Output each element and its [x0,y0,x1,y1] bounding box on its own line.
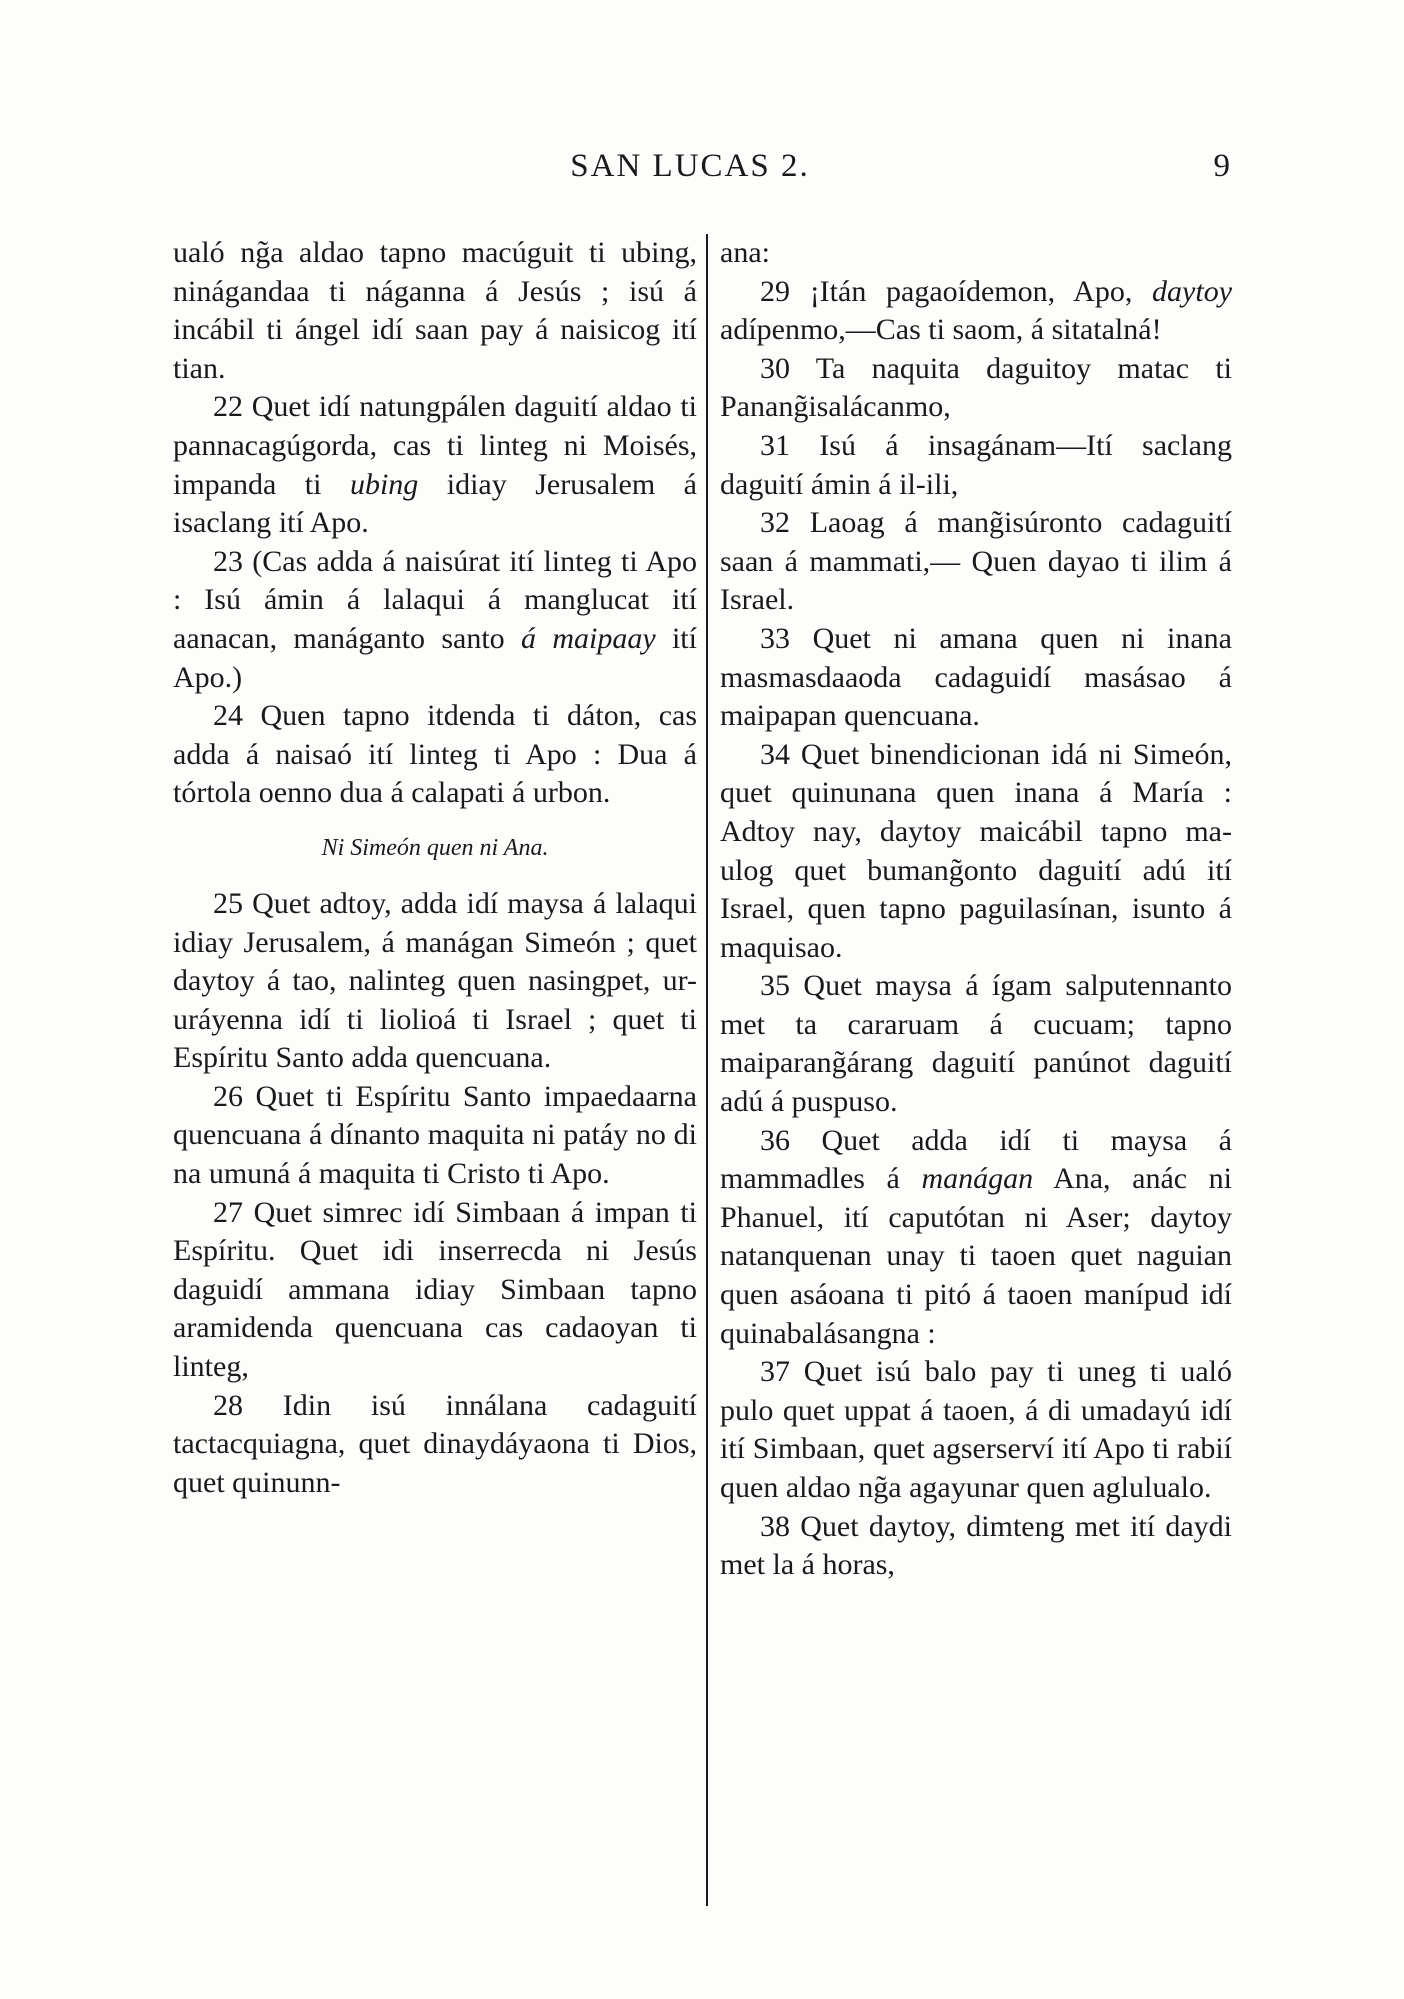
italic-word: manágan [921,1162,1034,1196]
verse-22: 22 Quet idí natungpálen daguití aldao ti pannacagúgorda, cas ti linteg ni Moisés, impanda ti ubing idiay Jerusalem á isaclang ití Apo. [173,390,697,540]
verse-29: 29 ¡Itán pagaoídemon, Apo, daytoy adípenmo,—Cas ti saom, á sitatalná! [720,274,1233,347]
verse-37: 37 Quet isú balo pay ti uneg ti ualó pulo quet uppat á taoen, á di umadayú idí ití Simbaan, quet agserserví ití Apo ti rabií quen aldao ng̃a agayunar quen aglulualo. [720,1355,1232,1504]
verse-35: 35 Quet maysa á ígam salputennanto met ta cararuam á cucuam; tapno maiparang̃árang daguití panúnot daguití adú á puspuso. [720,969,1232,1119]
running-title: SAN LUCAS 2. [570,148,810,184]
verse-26: 26 Quet ti Espíritu Santo impaedaarna quencuana á dínanto maquita ni patáy no di na umuná á maquita ti Cristo ti Apo. [173,1079,697,1191]
verse-30: 30 Ta naquita daguitoy matac ti Panang̃isalácanmo, [720,351,1232,424]
verse-24: 24 Quen tapno itdenda ti dáton, cas adda á naisaó ití linteg ti Apo : Dua á tórtola oenno dua á calapati á urbon. [173,699,697,810]
verse-32: 32 Laoag á mang̃isúronto cadaguití saan á mammati,— Quen dayao ti ilim á Israel. [720,506,1232,617]
italic-word: ubing [349,467,419,501]
paragraph-continuation: ualó ng̃a aldao tapno macúguit ti ubing, ninágandaa ti náganna á Jesús ; isú á incábil ti ángel idí saan pay á naisicog ití tian. [173,236,697,385]
paragraph-continuation: ana: [720,236,770,269]
left-column [173,234,697,1502]
italic-word: daytoy [1152,274,1233,308]
page-header [150,148,1230,198]
verse-34: 34 Quet binendicionan idá ni Simeón, quet quinunana quen inana á María : Adtoy nay, daytoy maicábil tapno ma-ulog quet bumang̃onto daguití adú ití Israel, quen tapno paguilasínan, isunto á maquisao. [720,737,1232,964]
italic-phrase: á maipaay [521,621,656,655]
verse-27: 27 Quet simrec idí Simbaan á impan ti Espíritu. Quet idi inserrecda ni Jesús daguidí ammana idiay Simbaan tapno aramidenda quencuana cas cadaoyan ti linteg, [173,1195,697,1384]
verse-23: 23 (Cas adda á naisúrat ití linteg ti Apo : Isú ámin á lalaqui á manglucat ití aanacan, manáganto santo á maipaay ití Apo.) [173,544,697,694]
verse-25: 25 Quet adtoy, adda idí maysa á lalaqui idiay Jerusalem, á manágan Simeón ; quet daytoy á tao, nalinteg quen nasingpet, ur-uráyenna idí ti liolioá ti Israel ; quet ti Espíritu Santo adda quencuana. [173,886,697,1075]
verse-31: 31 Isú á insagánam—Ití saclang daguití ámin á il-ili, [720,428,1232,501]
verse-36: 36 Quet adda idí ti maysa á mammadles á manágan Ana, anác ni Phanuel, ití caputótan ni Aser; daytoy natanquenan unay ti taoen quet naguian quen asáoana ti pitó á taoen manípud idí quinabalásangna : [720,1123,1233,1350]
verse-38: 38 Quet daytoy, dimteng met ití daydi met la á horas, [720,1509,1232,1582]
column-divider [706,234,708,1906]
right-column [720,234,1232,1585]
verse-28: 28 Idin isú innálana cadaguití tactacquiagna, quet dinaydáyaona ti Dios, quet quinunn- [173,1388,697,1499]
section-heading: Ni Simeón quen ni Ana. [321,834,549,861]
verse-33: 33 Quet ni amana quen ni inana masmasdaaoda cadaguidí masásao á maipapan quencuana. [720,621,1232,733]
page-number: 9 [1213,148,1230,184]
